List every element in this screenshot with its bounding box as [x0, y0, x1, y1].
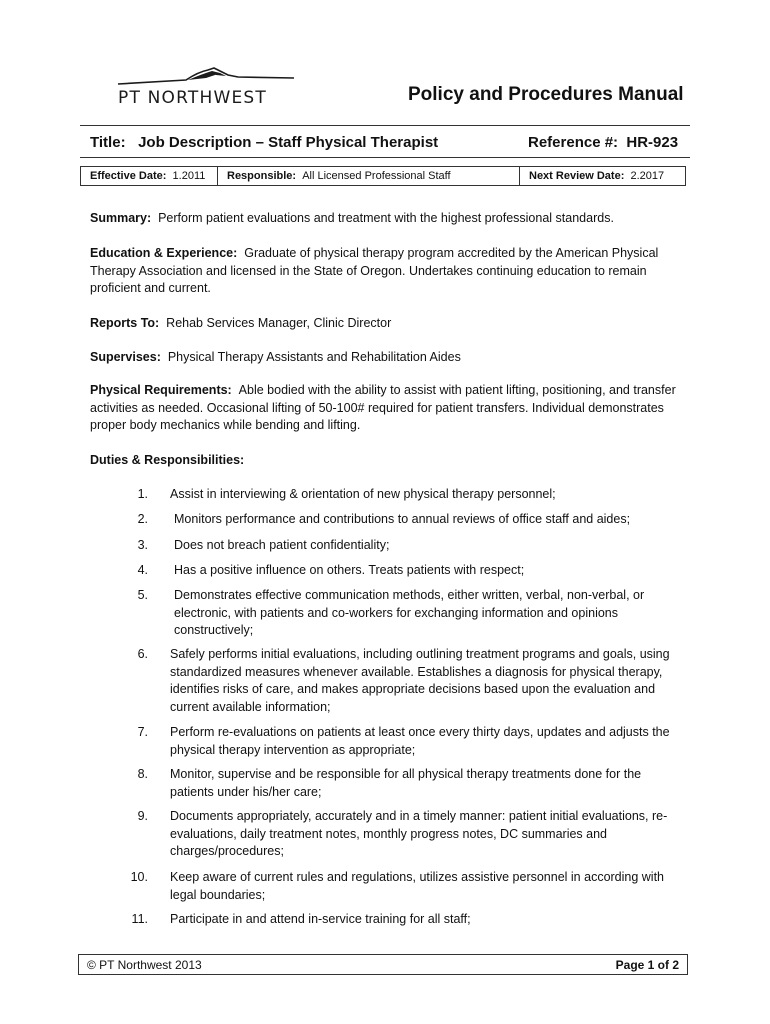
reference-value: HR-923	[626, 134, 679, 151]
duty-number: 8.	[137, 767, 148, 781]
mountain-logo-icon	[116, 66, 296, 90]
next-review-cell	[520, 167, 685, 185]
summary-text: Perform patient evaluations and treatment with the highest professional standards.	[158, 211, 614, 225]
duty-text: Participate in and attend in-service training for all staff;	[170, 912, 471, 926]
title-value: Job Description – Staff Physical Therapist	[138, 134, 439, 151]
title-label: Title:	[90, 134, 126, 151]
supervises-text: Physical Therapy Assistants and Rehabilitation Aides	[167, 350, 461, 364]
reference-number	[528, 134, 678, 151]
duties-heading	[90, 452, 690, 470]
responsible-label: Responsible:	[227, 170, 297, 182]
responsible-cell	[218, 167, 520, 185]
document-title	[90, 134, 438, 151]
summary-label: Summary:	[90, 211, 152, 225]
supervises-label: Supervises:	[90, 350, 161, 364]
top-rule	[80, 125, 690, 126]
education-section	[90, 245, 690, 298]
effective-date-value: 1.2011	[172, 170, 206, 182]
next-review-label: Next Review Date:	[529, 170, 625, 182]
logo-wordmark: PT NORTHWEST	[118, 88, 268, 108]
manual-title: Policy and Procedures Manual	[408, 84, 684, 105]
duty-number: 7.	[137, 725, 148, 739]
duty-text: Perform re-evaluations on patients at least once every thirty days, updates and adjusts the physical therapy intervention as appropriate;	[170, 725, 670, 757]
reports-to-text: Rehab Services Manager, Clinic Director	[166, 316, 392, 330]
duty-text: Safely performs initial evaluations, including outlining treatment programs and goals, using standardized measures whenever available. Establishes a diagnosis for physical therapy, identifies risks of care, and makes appropriate decisions based upon the evaluation and current available information;	[170, 647, 670, 714]
reference-label: Reference #:	[528, 134, 619, 151]
duty-number: 5.	[137, 588, 148, 602]
title-rule	[80, 157, 690, 158]
duty-text: Demonstrates effective communication methods, either written, verbal, non-verbal, or electronic, with patients and co-workers for exchanging information and opinions constructively;	[174, 588, 645, 637]
education-label: Education & Experience:	[90, 246, 238, 260]
duties-heading-text: Duties & Responsibilities:	[90, 453, 245, 467]
education-text: Graduate of physical therapy program accredited by the American Physical Therapy Association and licensed in the State of Oregon. Undertakes continuing education to remain proficient and current.	[90, 246, 659, 295]
reports-to-label: Reports To:	[90, 316, 160, 330]
summary-section	[90, 210, 690, 228]
duty-text: Documents appropriately, accurately and in a timely manner: patient initial evaluations, re-evaluations, daily treatment notes, monthly progress notes, DC summaries and charges/procedures;	[170, 809, 668, 858]
duty-text: Monitors performance and contributions to annual reviews of office staff and aides;	[174, 512, 631, 526]
duty-text: Monitor, supervise and be responsible for all physical therapy treatments done for the patients under his/her care;	[170, 767, 642, 799]
effective-date-cell	[81, 167, 218, 185]
effective-date-label: Effective Date:	[90, 170, 167, 182]
physical-requirements-label: Physical Requirements:	[90, 383, 232, 397]
physical-requirements-text: Able bodied with the ability to assist with patient lifting, positioning, and transfer activities as needed. Occasional lifting of 50-100# required for patient transfers. Individual demonstrates proper body mechanics while bending and lifting.	[90, 383, 676, 432]
duty-number: 11.	[131, 912, 148, 926]
document-info-table	[80, 166, 686, 186]
duty-text: Assist in interviewing & orientation of new physical therapy personnel;	[170, 487, 556, 501]
duty-number: 3.	[137, 538, 148, 552]
duty-number: 9.	[137, 809, 148, 823]
duty-number: 2.	[137, 512, 148, 526]
responsible-value: All Licensed Professional Staff	[302, 170, 451, 182]
physical-requirements-section	[90, 382, 690, 435]
page-footer	[78, 954, 688, 975]
supervises-section	[90, 349, 690, 367]
duty-number: 1.	[137, 487, 148, 501]
footer-copyright: © PT Northwest 2013	[87, 958, 202, 972]
duty-number: 4.	[137, 563, 148, 577]
duty-number: 10.	[130, 870, 148, 884]
next-review-value: 2.2017	[630, 170, 665, 182]
duty-text: Has a positive influence on others. Treats patients with respect;	[174, 563, 525, 577]
duty-text: Keep aware of current rules and regulations, utilizes assistive personnel in according with legal boundaries;	[170, 870, 665, 902]
duty-text: Does not breach patient confidentiality;	[174, 538, 390, 552]
reports-to-section	[90, 315, 690, 333]
duty-number: 6.	[137, 647, 148, 661]
company-logo	[116, 66, 296, 110]
footer-page-number: Page 1 of 2	[615, 958, 679, 972]
